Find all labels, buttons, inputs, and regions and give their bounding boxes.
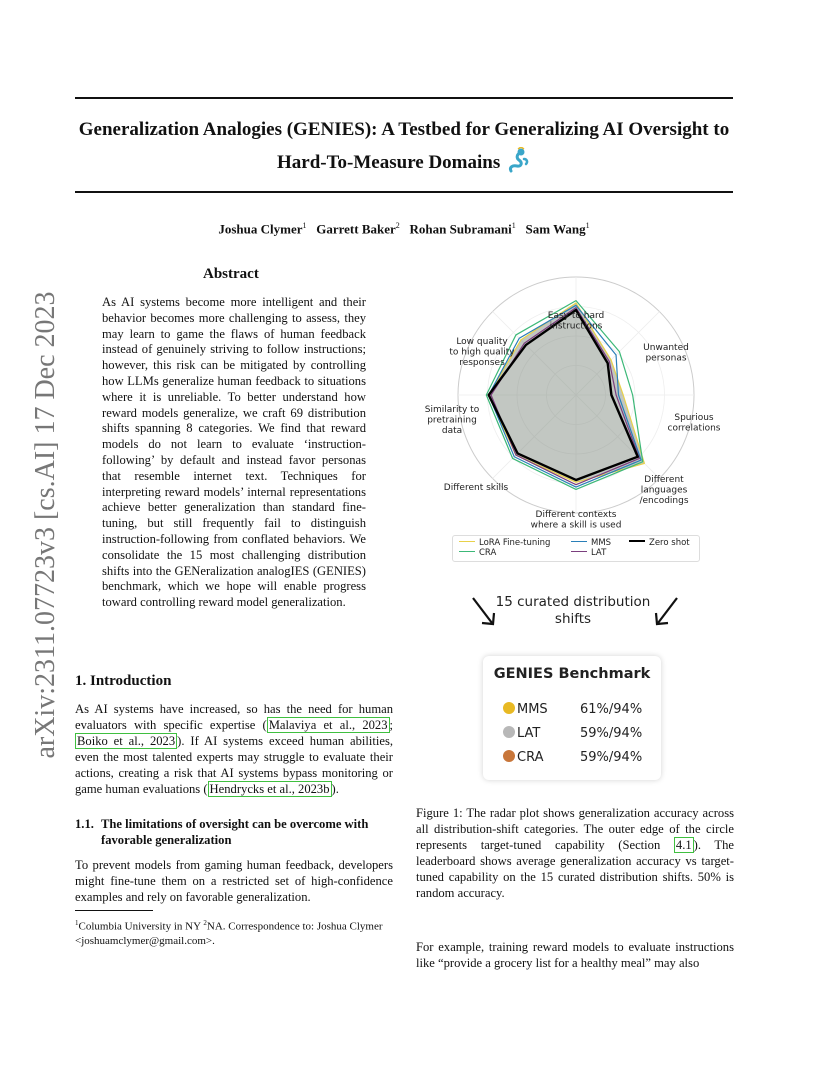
author-name: Garrett Baker xyxy=(316,221,396,237)
genie-emoji-icon xyxy=(505,147,531,173)
author-list xyxy=(75,221,733,237)
citation-link[interactable]: Malaviya et al., 2023 xyxy=(268,718,388,732)
author-affiliation: 1 xyxy=(302,221,307,230)
footnote-text: Columbia University in NY xyxy=(78,920,204,933)
legend-label: MMS xyxy=(591,538,612,548)
title-bottom-rule xyxy=(75,191,733,193)
legend-item xyxy=(629,538,690,548)
intro-text: As AI systems have increased, so has the need for human evaluators with specific expertise ( xyxy=(75,702,393,732)
gold-medal-icon xyxy=(503,702,515,714)
subsection-paragraph xyxy=(75,857,393,905)
method-name: MMS xyxy=(517,702,548,717)
radar-axis-label: Different skills xyxy=(443,483,509,493)
intro-text: ; xyxy=(389,718,394,732)
subsection-number: 1.1. xyxy=(75,817,94,831)
author-name: Rohan Subramani xyxy=(409,221,512,237)
radar-legend xyxy=(452,535,700,562)
method-score: 61%/94% xyxy=(580,702,643,717)
radar-axis-label: Different contexts where a skill is used xyxy=(530,510,622,531)
radar-axis-label: Unwanted personas xyxy=(643,343,689,364)
benchmark-title: GENIES Benchmark xyxy=(493,666,651,682)
radar-axis-label: Easy to hard instructions xyxy=(547,311,605,332)
legend-label: Zero shot xyxy=(649,538,690,548)
method-name: LAT xyxy=(517,726,541,741)
paper-title-line1: Generalization Analogies (GENIES): A Testbed for Generalizing AI Oversight to xyxy=(78,119,730,140)
author-affiliation: 1 xyxy=(511,221,516,230)
footnote-rule xyxy=(75,910,153,911)
curated-shifts-label: 15 curated distribution shifts xyxy=(495,594,651,627)
legend-label: CRA xyxy=(479,548,497,558)
legend-item xyxy=(459,538,550,548)
title-top-rule xyxy=(75,97,733,99)
method-score: 59%/94% xyxy=(580,726,643,741)
right-paragraph-text: For example, training reward models to evaluate instructions like “provide a grocery list for a healthy meal” may also xyxy=(416,940,734,970)
radar-chart xyxy=(414,270,738,540)
radar-axis-label: Low quality to high quality responses xyxy=(449,337,515,368)
author-affiliation: 2 xyxy=(395,221,400,230)
paper-title-line2 xyxy=(60,147,748,179)
abstract-text: As AI systems become more intelligent and their behavior becomes more challenging to assess, they may learn to game the flaws of human feedback instead of genuinely striving to follow instructions; however, this risk can be mitigated by controlling how LLMs generalize human feedback to situations where it is unreliable. To better understand how reward models generalize, we craft 69 distribution shifts spanning 8 categories. We find that reward models do not learn to evaluate ‘instruction-following’ by default and instead favor personas that resemble internet text. Techniques for interpreting reward models’ internal representations achieve better generalization than standard fine-tuning, but still frequently fail to distinguish instruction-following from conflated behaviors. We consolidate the 15 most challenging distribution shifts into the GENeralization analogIES (GENIES) benchmark, which we hope will enable progress toward controlling reward model generalization. xyxy=(102,295,366,610)
citation-link[interactable]: Hendrycks et al., 2023b xyxy=(209,782,330,796)
silver-medal-icon xyxy=(503,726,515,738)
abstract-body xyxy=(102,295,366,611)
leaderboard-row xyxy=(503,750,653,765)
section-link[interactable]: 4.1 xyxy=(675,838,692,852)
radar-axis-label: Spurious correlations xyxy=(667,413,721,434)
leaderboard-row xyxy=(503,726,653,741)
footnote: $^1$Columbia University in NY $^2$NA. Correspondence to: Joshua Clymer <joshuamclymer@gmail.com>. xyxy=(75,919,383,947)
radar-axis-label: Different languages /encodings xyxy=(639,475,689,506)
caption-text: Figure 1: The radar plot shows generalization accuracy across all distribution-shift categories. The outer edge of the circle represents target-tuned capability (Section xyxy=(416,806,734,852)
method-name: CRA xyxy=(517,750,544,765)
author-name: Sam Wang xyxy=(525,221,586,237)
legend-item xyxy=(571,538,611,548)
genies-benchmark-card xyxy=(483,656,661,780)
citation-link[interactable]: Boiko et al., 2023 xyxy=(77,734,176,748)
author-affiliation: 1 xyxy=(585,221,590,230)
legend-label: LAT xyxy=(591,548,607,558)
right-column-paragraph xyxy=(416,939,734,971)
subsection-text: To prevent models from gaming human feedback, developers might fine-tune them on a restricted set of high-confidence examples and rely on favorable generalization. xyxy=(75,858,393,904)
subsection-title: The limitations of oversight can be overcome with favorable generalization xyxy=(101,817,369,847)
method-score: 59%/94% xyxy=(580,750,643,765)
intro-text: ). xyxy=(331,782,339,796)
intro-paragraph xyxy=(75,701,393,797)
bronze-medal-icon xyxy=(503,750,515,762)
subsection-heading xyxy=(75,816,395,848)
author-name: Joshua Clymer xyxy=(218,221,303,237)
legend-item xyxy=(459,548,496,558)
caption-text: ). The leaderboard shows average generalization accuracy vs target-tuned capability on the 15 curated distribution shifts. 50% is random accuracy. xyxy=(416,838,735,900)
legend-label: LoRA Fine-tuning xyxy=(479,538,551,548)
introduction-heading: 1. Introduction xyxy=(75,673,172,689)
abstract-heading: Abstract xyxy=(203,266,259,282)
figure-caption xyxy=(416,805,734,901)
footnote-text: NA. Correspondence to: Joshua Clymer <joshuamclymer@gmail.com>. xyxy=(75,920,383,947)
legend-item xyxy=(571,548,606,558)
leaderboard-row xyxy=(503,702,653,717)
radar-axis-label: Similarity to pretraining data xyxy=(424,405,480,436)
arxiv-side-label: arXiv:2311.07723v3 [cs.AI] 17 Dec 2023 xyxy=(30,291,61,759)
paper-title-line2-text: Hard-To-Measure Domains xyxy=(277,152,501,173)
intro-text: ). If AI systems exceed human abilities, even the most talented experts may struggle to evaluate their actions, creating a risk that AI systems bypass monitoring or game human evaluations ( xyxy=(75,734,393,796)
